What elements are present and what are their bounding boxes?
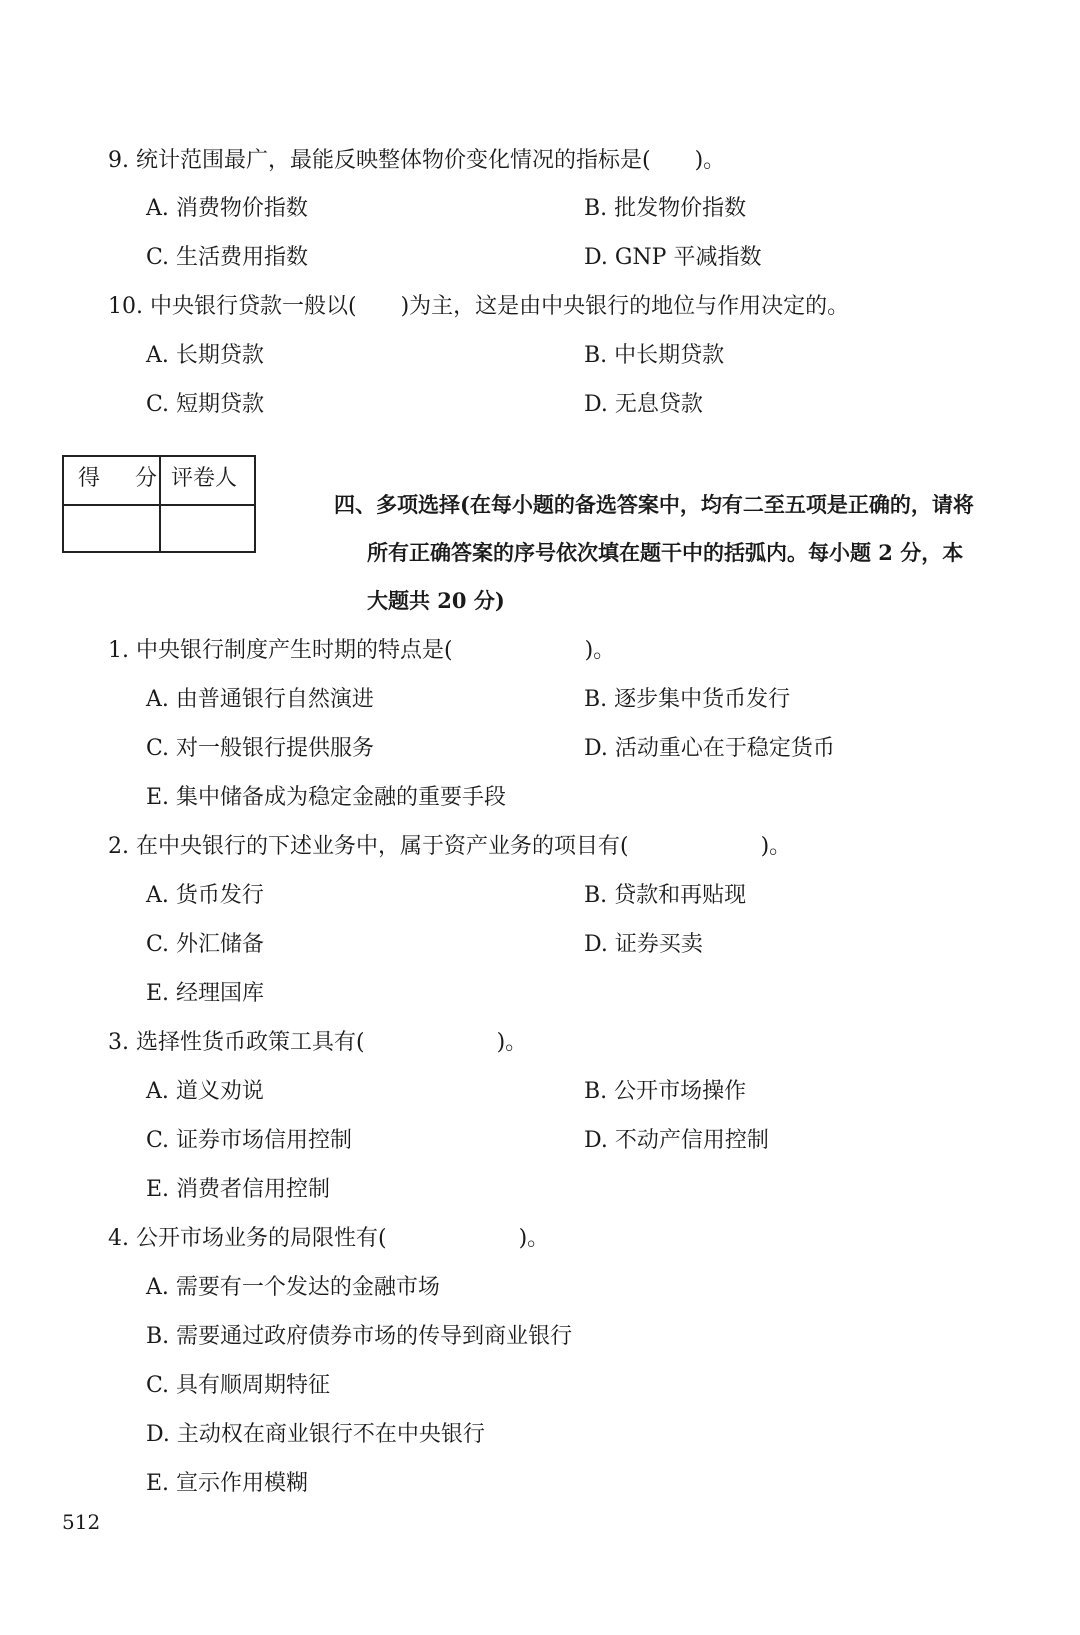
m2-option-e: E. 经理国库 xyxy=(146,981,265,1006)
m2-option-a: A. 货币发行 xyxy=(146,883,264,908)
m3-option-c: C. 证券市场信用控制 xyxy=(146,1128,353,1153)
score-box xyxy=(62,455,256,553)
m2-option-d: D. 证券买卖 xyxy=(584,932,703,957)
m4-option-b: B. 需要通过政府债券市场的传导到商业银行 xyxy=(146,1324,573,1349)
m1-option-b: B. 逐步集中货币发行 xyxy=(584,687,791,712)
q9-option-b: B. 批发物价指数 xyxy=(584,196,747,221)
section-heading-line3: 大题共 20 分) xyxy=(367,588,505,613)
m1-option-d: D. 活动重心在于稳定货币 xyxy=(584,736,835,761)
m1-option-c: C. 对一般银行提供服务 xyxy=(146,736,375,761)
q9-option-d: D. GNP 平减指数 xyxy=(584,245,762,270)
multi-question-2-stem: 2. 在中央银行的下述业务中，属于资产业务的项目有( )。 xyxy=(108,834,792,859)
m2-option-c: C. 外汇储备 xyxy=(146,932,265,957)
m4-option-a: A. 需要有一个发达的金融市场 xyxy=(146,1275,440,1300)
section-heading-line2: 所有正确答案的序号依次填在题干中的括弧内。每小题 2 分，本 xyxy=(367,540,964,565)
m2-option-b: B. 贷款和再贴现 xyxy=(584,883,747,908)
question-10-stem: 10. 中央银行贷款一般以( )为主，这是由中央银行的地位与作用决定的。 xyxy=(108,294,850,319)
q9-option-c: C. 生活费用指数 xyxy=(146,245,309,270)
m3-option-a: A. 道义劝说 xyxy=(146,1079,264,1104)
m4-option-c: C. 具有顺周期特征 xyxy=(146,1373,331,1398)
m4-option-e: E. 宣示作用模糊 xyxy=(146,1471,309,1496)
q10-option-c: C. 短期贷款 xyxy=(146,392,265,417)
grader-label: 评卷人 xyxy=(171,466,238,491)
q10-option-b: B. 中长期贷款 xyxy=(584,343,725,368)
m1-option-a: A. 由普通银行自然演进 xyxy=(146,687,374,712)
q9-option-a: A. 消费物价指数 xyxy=(146,196,308,221)
score-label: 得 分 xyxy=(78,466,171,491)
page-number: 512 xyxy=(62,1510,101,1534)
m3-option-b: B. 公开市场操作 xyxy=(584,1079,747,1104)
m4-option-d: D. 主动权在商业银行不在中央银行 xyxy=(146,1422,485,1447)
q10-option-a: A. 长期贷款 xyxy=(146,343,264,368)
multi-question-3-stem: 3. 选择性货币政策工具有( )。 xyxy=(108,1030,528,1055)
score-box-rule xyxy=(64,504,254,506)
m1-option-e: E. 集中储备成为稳定金融的重要手段 xyxy=(146,785,507,810)
section-heading-line1: 四、多项选择(在每小题的备选答案中，均有二至五项是正确的，请将 xyxy=(334,492,974,517)
m3-option-e: E. 消费者信用控制 xyxy=(146,1177,331,1202)
m3-option-d: D. 不动产信用控制 xyxy=(584,1128,769,1153)
q10-option-d: D. 无息贷款 xyxy=(584,392,703,417)
multi-question-4-stem: 4. 公开市场业务的局限性有( )。 xyxy=(108,1226,550,1251)
question-9-stem: 9. 统计范围最广，最能反映整体物价变化情况的指标是( )。 xyxy=(108,148,726,173)
multi-question-1-stem: 1. 中央银行制度产生时期的特点是( )。 xyxy=(108,638,616,663)
